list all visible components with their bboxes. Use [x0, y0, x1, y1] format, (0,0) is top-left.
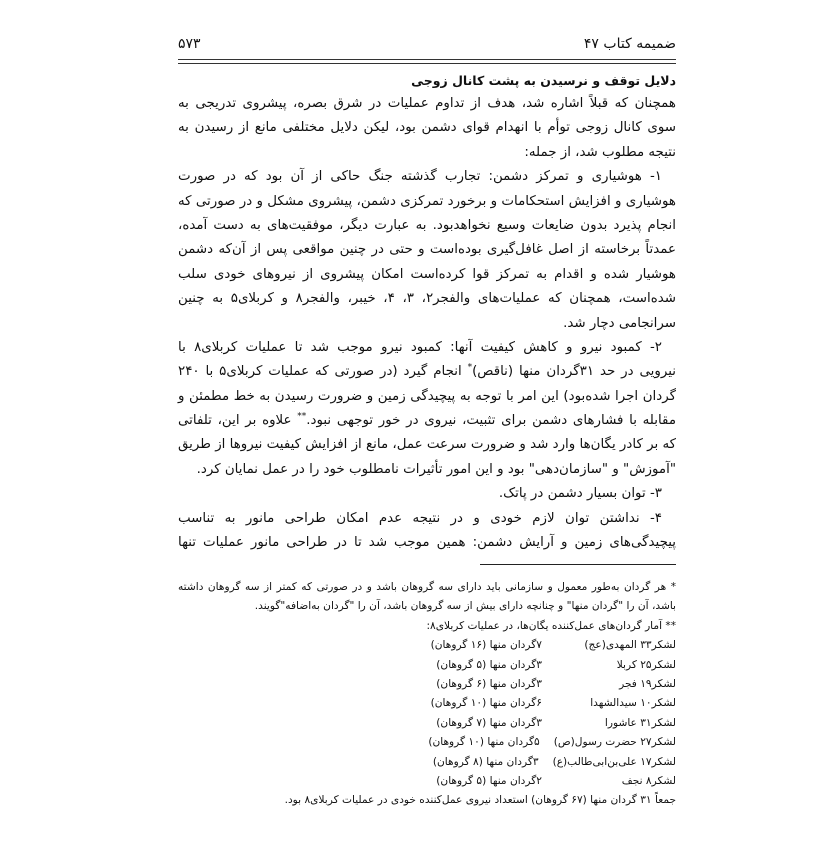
page-number: ۵۷۳: [178, 36, 201, 52]
text-line: [178, 360, 676, 384]
text-line: ۳- توان بسیار دشمن در پاتک.: [498, 486, 662, 502]
unit-name: لشکر۲۷ حضرت رسول(ص): [553, 736, 676, 749]
footnote-ref-1: *: [467, 362, 473, 373]
battalion-count: ۳گردان منها (۷ گروهان): [436, 716, 542, 729]
footnote-line: * هر گردان به‌طور معمول و سازمانی باید دارای سه گروهان باشد و در صورتی که کمتر از سه گروهان داشته: [178, 581, 676, 593]
text-line: شده‌است، همچنان که عملیات‌های والفجر۲، ۳، ۴، خیبر، والفجر۸ و کربلای۵ به چنین: [178, 291, 676, 307]
unit-name: لشکر۸ نجف: [621, 774, 676, 787]
text-line: همچنان که قبلاً اشاره شد، هدف از تداوم عملیات در شرق بصره، پیشروی تدریجی به: [178, 96, 676, 111]
section-heading: دلایل توقف و نرسیدن به پشت کانال زوجی: [411, 73, 676, 88]
table-row: [178, 675, 676, 694]
footnote-ref-2: **: [297, 411, 307, 422]
text-line: ۲- کمبود نیرو و کاهش کیفیت آنها: کمبود نیرو موجب شد تا عملیات کربلای۸ با: [178, 339, 662, 355]
text-line: هوشیار شده و اقدام به تمرکز قوا کرده‌است امکان پیشروی از نیروهای خودی سلب: [178, 266, 676, 282]
unit-name: لشکر۱۷ علی‌بن‌ابی‌طالب(ع): [552, 755, 676, 768]
text-line: "آموزش" و "سازمان‌دهی" بود و این امور تأثیرات نامطلوب خود را در عمل نمایان کرد.: [196, 461, 676, 477]
paragraph-1: [178, 165, 676, 336]
battalion-count: ۵گردان منها (۱۰ گروهان): [428, 736, 540, 749]
footnote-line: باشد، آن را "گردان منها" و چنانچه دارای بیش از سه گروهان باشد، آن را "گردان به‌اضافه"گویند.: [254, 600, 676, 613]
table-row: [178, 733, 676, 752]
text-line: پیچیدگی‌های زمین و آرایش دشمن: همین موجب شد تا در طراحی مانور عملیات تنها: [178, 535, 676, 551]
paragraph-4: [178, 507, 676, 556]
unit-name: لشکر۳۱ عاشورا: [604, 716, 676, 729]
unit-name: لشکر۱۰ سیدالشهدا: [590, 697, 676, 710]
text-line: عمدتاً برخاسته از اصل غافل‌گیری بوده‌است و حتی در چنین مواقعی پس از آن‌که دشمن: [178, 242, 676, 258]
table-row: [178, 714, 676, 733]
table-row: [178, 636, 676, 655]
text-line: که بر کادر یگان‌ها وارد شد و ضرورت سرعت عمل، مانع از افزایش کیفیت نیروها از طریق: [178, 437, 676, 453]
paragraph-3: [178, 482, 676, 506]
battalion-count: ۳گردان منها (۶ گروهان): [436, 677, 542, 690]
text-line: نتیجه مطلوب شد، از جمله:: [524, 144, 676, 160]
footnotes: [178, 578, 676, 811]
units-table: [178, 636, 676, 791]
table-row: [178, 694, 676, 713]
unit-name: لشکر۱۹ فجر: [619, 677, 676, 690]
text-line: ۱- هوشیاری و تمرکز دشمن: تجارب گذشته جنگ حاکی از آن بود که در صورت: [178, 169, 662, 185]
text-line: [178, 409, 676, 433]
text-segment: علاوه بر این، تلفاتی: [178, 413, 298, 429]
text-line: سوی کانال زوجی توأم با انهدام قوای دشمن بود، لیکن دلایل مختلفی مانع از رسیدن به: [178, 120, 676, 136]
battalion-count: ۲گردان منها (۵ گروهان): [436, 774, 542, 787]
text-segment: انجام گیرد (در صورتی که عملیات کربلای۵ با ۲۴۰: [178, 364, 468, 380]
paragraph-2: [178, 336, 676, 482]
table-row: [178, 753, 676, 772]
text-segment: نیرویی در حد ۳۱گردان منها (ناقص): [472, 364, 676, 380]
text-segment: مقابله با فشارهای دشمن برای تثبیت، نیروی در خور توجهی نبود.: [306, 413, 676, 429]
unit-name: لشکر۲۵ کربلا: [616, 658, 676, 671]
table-row: [178, 656, 676, 675]
table-row: [178, 772, 676, 791]
running-header: [178, 36, 676, 58]
header-rule: [178, 59, 676, 64]
footnote-separator: [480, 564, 676, 565]
battalion-count: ۳گردان منها (۵ گروهان): [436, 658, 542, 671]
paragraph-intro: [178, 92, 676, 165]
text-line: ۴- نداشتن توان لازم خودی و در نتیجه عدم امکان طراحی مانور به تناسب: [178, 510, 662, 526]
battalion-count: ۳گردان منها (۸ گروهان): [432, 755, 539, 768]
text-line: هوشیاری و افزایش استحکامات و برخورد تمرکزی دشمن، پیشروی مشکل و در صورتی که: [178, 193, 676, 209]
unit-name: لشکر۳۳ المهدی(عج): [584, 639, 676, 652]
footnote-total: جمعاً ۳۱ گردان منها (۶۷ گروهان) استعداد نیروی عمل‌کننده خودی در عملیات کربلای۸ بود.: [284, 794, 676, 807]
battalion-count: ۷گردان منها (۱۶ گروهان): [430, 639, 542, 652]
main-text: [178, 70, 676, 555]
battalion-count: ۶گردان منها (۱۰ گروهان): [430, 697, 542, 710]
text-line: گردان اجرا شده‌بود) این امر با توجه به پیچیدگی زمین و ضرورت رسیدن به خط مطمئن و: [178, 388, 676, 404]
text-line: انجام پذیرد بدون ضایعات وسیع نخواهدبود. به عبارت دیگر، موفقیت‌های به دست آمده،: [178, 217, 676, 233]
header-title: ضمیمه کتاب ۴۷: [583, 36, 676, 52]
footnote-intro: ** آمار گردان‌های عمل‌کننده یگان‌ها، در عملیات کربلای۸:: [426, 619, 676, 632]
text-line: سرانجامی دچار شد.: [563, 315, 676, 331]
